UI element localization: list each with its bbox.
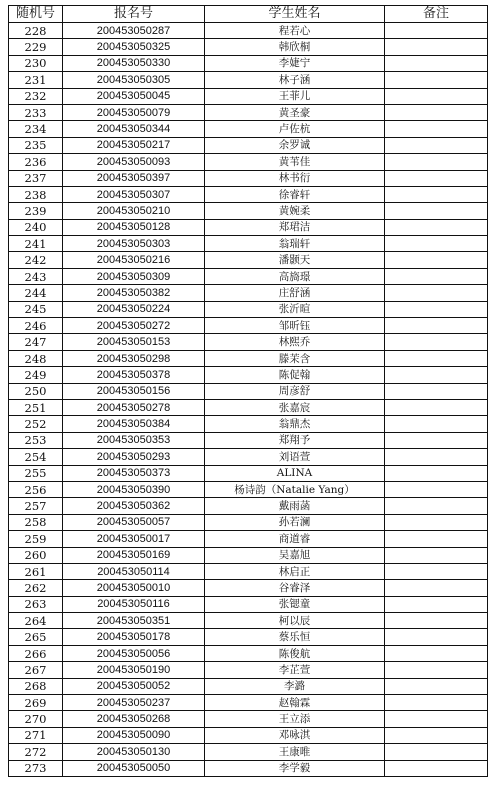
reg-no-cell: 200453050130 <box>63 744 205 760</box>
student-name-cell: 孙若澜 <box>205 514 385 530</box>
table-row <box>9 678 488 694</box>
note-cell <box>385 318 488 334</box>
student-name-cell: ALINA <box>205 465 385 481</box>
student-name-cell: 李学毅 <box>205 760 385 776</box>
table-row <box>9 662 488 678</box>
random-no-cell: 235 <box>9 137 63 153</box>
note-cell <box>385 88 488 104</box>
reg-no-cell: 200453050128 <box>63 219 205 235</box>
table-row <box>9 596 488 612</box>
student-name-cell: 蔡乐恒 <box>205 629 385 645</box>
table-row <box>9 629 488 645</box>
reg-no-cell: 200453050305 <box>63 72 205 88</box>
note-cell <box>385 154 488 170</box>
note-cell <box>385 432 488 448</box>
table-row <box>9 350 488 366</box>
reg-no-cell: 200453050378 <box>63 367 205 383</box>
student-name-cell: 翁鼎杰 <box>205 416 385 432</box>
note-cell <box>385 203 488 219</box>
student-name-cell: 滕茉含 <box>205 350 385 366</box>
note-cell <box>385 662 488 678</box>
table-row <box>9 170 488 186</box>
note-cell <box>385 301 488 317</box>
table-row <box>9 498 488 514</box>
note-cell <box>385 186 488 202</box>
note-cell <box>385 399 488 415</box>
table-row <box>9 727 488 743</box>
random-no-cell: 233 <box>9 104 63 120</box>
student-name-cell: 黄苇佳 <box>205 154 385 170</box>
note-cell <box>385 39 488 55</box>
student-name-cell: 余罗诚 <box>205 137 385 153</box>
table-row <box>9 219 488 235</box>
student-name-cell: 陈促翰 <box>205 367 385 383</box>
table-row <box>9 695 488 711</box>
random-no-cell: 238 <box>9 186 63 202</box>
random-no-cell: 252 <box>9 416 63 432</box>
header-student-name: 学生姓名 <box>205 6 385 23</box>
note-cell <box>385 514 488 530</box>
random-no-cell: 257 <box>9 498 63 514</box>
random-no-cell: 253 <box>9 432 63 448</box>
table-row <box>9 334 488 350</box>
reg-no-cell: 200453050351 <box>63 613 205 629</box>
reg-no-cell: 200453050050 <box>63 760 205 776</box>
student-name-cell: 潘颢天 <box>205 252 385 268</box>
student-name-cell: 黄圣豪 <box>205 104 385 120</box>
random-no-cell: 240 <box>9 219 63 235</box>
table-row <box>9 531 488 547</box>
header-reg-no: 报名号 <box>63 6 205 23</box>
student-name-cell: 柯以辰 <box>205 613 385 629</box>
reg-no-cell: 200453050237 <box>63 695 205 711</box>
note-cell <box>385 580 488 596</box>
student-name-cell: 林熙乔 <box>205 334 385 350</box>
table-body <box>9 23 488 777</box>
random-no-cell: 243 <box>9 268 63 284</box>
note-cell <box>385 498 488 514</box>
student-name-cell: 李婕宁 <box>205 55 385 71</box>
random-no-cell: 271 <box>9 727 63 743</box>
note-cell <box>385 383 488 399</box>
table-row <box>9 367 488 383</box>
table-row <box>9 383 488 399</box>
note-cell <box>385 629 488 645</box>
note-cell <box>385 236 488 252</box>
note-cell <box>385 367 488 383</box>
random-no-cell: 259 <box>9 531 63 547</box>
reg-no-cell: 200453050178 <box>63 629 205 645</box>
reg-no-cell: 200453050325 <box>63 39 205 55</box>
student-name-cell: 李潞 <box>205 678 385 694</box>
random-no-cell: 241 <box>9 236 63 252</box>
reg-no-cell: 200453050216 <box>63 252 205 268</box>
table-row <box>9 399 488 415</box>
note-cell <box>385 334 488 350</box>
random-no-cell: 228 <box>9 23 63 39</box>
reg-no-cell: 200453050344 <box>63 121 205 137</box>
student-name-cell: 庄舒涵 <box>205 285 385 301</box>
student-name-cell: 王立添 <box>205 711 385 727</box>
random-no-cell: 260 <box>9 547 63 563</box>
student-name-cell: 谷睿泽 <box>205 580 385 596</box>
student-name-cell: 刘语萱 <box>205 449 385 465</box>
random-no-cell: 263 <box>9 596 63 612</box>
random-no-cell: 237 <box>9 170 63 186</box>
random-no-cell: 250 <box>9 383 63 399</box>
reg-no-cell: 200453050293 <box>63 449 205 465</box>
reg-no-cell: 200453050217 <box>63 137 205 153</box>
table-row <box>9 203 488 219</box>
student-name-cell: 林子涵 <box>205 72 385 88</box>
table-row <box>9 23 488 39</box>
reg-no-cell: 200453050287 <box>63 23 205 39</box>
reg-no-cell: 200453050390 <box>63 481 205 497</box>
table-row <box>9 465 488 481</box>
table-row <box>9 285 488 301</box>
random-no-cell: 242 <box>9 252 63 268</box>
random-no-cell: 270 <box>9 711 63 727</box>
student-name-cell: 李芷萱 <box>205 662 385 678</box>
reg-no-cell: 200453050210 <box>63 203 205 219</box>
random-no-cell: 236 <box>9 154 63 170</box>
random-no-cell: 266 <box>9 645 63 661</box>
student-name-cell: 林书衍 <box>205 170 385 186</box>
note-cell <box>385 481 488 497</box>
note-cell <box>385 55 488 71</box>
note-cell <box>385 465 488 481</box>
note-cell <box>385 104 488 120</box>
note-cell <box>385 268 488 284</box>
random-no-cell: 239 <box>9 203 63 219</box>
table-row <box>9 711 488 727</box>
student-name-cell: 张沂暄 <box>205 301 385 317</box>
note-cell <box>385 711 488 727</box>
table-row <box>9 318 488 334</box>
random-no-cell: 264 <box>9 613 63 629</box>
random-no-cell: 256 <box>9 481 63 497</box>
student-name-cell: 杨诗韵（Natalie Yang） <box>205 481 385 497</box>
note-cell <box>385 23 488 39</box>
reg-no-cell: 200453050190 <box>63 662 205 678</box>
random-no-cell: 249 <box>9 367 63 383</box>
random-no-cell: 255 <box>9 465 63 481</box>
table-row <box>9 121 488 137</box>
header-note: 备注 <box>385 6 488 23</box>
random-no-cell: 244 <box>9 285 63 301</box>
student-name-cell: 周彦舒 <box>205 383 385 399</box>
table-row <box>9 645 488 661</box>
student-name-cell: 黄婉柔 <box>205 203 385 219</box>
reg-no-cell: 200453050384 <box>63 416 205 432</box>
student-name-cell: 高旖璟 <box>205 268 385 284</box>
table-row <box>9 137 488 153</box>
reg-no-cell: 200453050056 <box>63 645 205 661</box>
note-cell <box>385 744 488 760</box>
reg-no-cell: 200453050353 <box>63 432 205 448</box>
note-cell <box>385 727 488 743</box>
roster-table <box>8 5 488 777</box>
note-cell <box>385 645 488 661</box>
note-cell <box>385 137 488 153</box>
random-no-cell: 251 <box>9 399 63 415</box>
header-row <box>9 6 488 23</box>
note-cell <box>385 121 488 137</box>
reg-no-cell: 200453050079 <box>63 104 205 120</box>
note-cell <box>385 613 488 629</box>
student-name-cell: 翁瑞轩 <box>205 236 385 252</box>
random-no-cell: 248 <box>9 350 63 366</box>
student-name-cell: 戴雨菡 <box>205 498 385 514</box>
table-row <box>9 104 488 120</box>
note-cell <box>385 695 488 711</box>
student-name-cell: 郑珺洁 <box>205 219 385 235</box>
note-cell <box>385 416 488 432</box>
random-no-cell: 268 <box>9 678 63 694</box>
note-cell <box>385 72 488 88</box>
random-no-cell: 245 <box>9 301 63 317</box>
note-cell <box>385 547 488 563</box>
note-cell <box>385 170 488 186</box>
student-name-cell: 卢佐杭 <box>205 121 385 137</box>
table-row <box>9 252 488 268</box>
student-name-cell: 王康唯 <box>205 744 385 760</box>
student-name-cell: 吴嘉旭 <box>205 547 385 563</box>
reg-no-cell: 200453050116 <box>63 596 205 612</box>
student-name-cell: 程若心 <box>205 23 385 39</box>
table-row <box>9 154 488 170</box>
random-no-cell: 265 <box>9 629 63 645</box>
note-cell <box>385 252 488 268</box>
reg-no-cell: 200453050307 <box>63 186 205 202</box>
student-name-cell: 郑翔予 <box>205 432 385 448</box>
random-no-cell: 262 <box>9 580 63 596</box>
reg-no-cell: 200453050052 <box>63 678 205 694</box>
reg-no-cell: 200453050114 <box>63 563 205 579</box>
reg-no-cell: 200453050278 <box>63 399 205 415</box>
table-row <box>9 39 488 55</box>
table-row <box>9 416 488 432</box>
reg-no-cell: 200453050272 <box>63 318 205 334</box>
table-row <box>9 186 488 202</box>
table-row <box>9 88 488 104</box>
random-no-cell: 230 <box>9 55 63 71</box>
random-no-cell: 267 <box>9 662 63 678</box>
student-name-cell: 张锶童 <box>205 596 385 612</box>
note-cell <box>385 219 488 235</box>
reg-no-cell: 200453050309 <box>63 268 205 284</box>
random-no-cell: 234 <box>9 121 63 137</box>
random-no-cell: 246 <box>9 318 63 334</box>
table-header <box>9 6 488 23</box>
random-no-cell: 258 <box>9 514 63 530</box>
table-row <box>9 744 488 760</box>
random-no-cell: 232 <box>9 88 63 104</box>
reg-no-cell: 200453050010 <box>63 580 205 596</box>
random-no-cell: 247 <box>9 334 63 350</box>
reg-no-cell: 200453050268 <box>63 711 205 727</box>
student-name-cell: 徐睿轩 <box>205 186 385 202</box>
header-random-no: 随机号 <box>9 6 63 23</box>
random-no-cell: 269 <box>9 695 63 711</box>
note-cell <box>385 449 488 465</box>
note-cell <box>385 678 488 694</box>
table-row <box>9 301 488 317</box>
note-cell <box>385 563 488 579</box>
random-no-cell: 254 <box>9 449 63 465</box>
reg-no-cell: 200453050397 <box>63 170 205 186</box>
student-name-cell: 王菲儿 <box>205 88 385 104</box>
reg-no-cell: 200453050382 <box>63 285 205 301</box>
student-name-cell: 赵翰霖 <box>205 695 385 711</box>
note-cell <box>385 760 488 776</box>
reg-no-cell: 200453050045 <box>63 88 205 104</box>
table-row <box>9 268 488 284</box>
student-name-cell: 张嘉宸 <box>205 399 385 415</box>
student-name-cell: 林启正 <box>205 563 385 579</box>
reg-no-cell: 200453050156 <box>63 383 205 399</box>
table-row <box>9 432 488 448</box>
table-row <box>9 481 488 497</box>
random-no-cell: 261 <box>9 563 63 579</box>
reg-no-cell: 200453050373 <box>63 465 205 481</box>
table-row <box>9 547 488 563</box>
reg-no-cell: 200453050169 <box>63 547 205 563</box>
table-row <box>9 613 488 629</box>
reg-no-cell: 200453050330 <box>63 55 205 71</box>
table-row <box>9 55 488 71</box>
random-no-cell: 229 <box>9 39 63 55</box>
student-name-cell: 邹昕钰 <box>205 318 385 334</box>
random-no-cell: 273 <box>9 760 63 776</box>
student-name-cell: 陈俊航 <box>205 645 385 661</box>
table-row <box>9 580 488 596</box>
table-row <box>9 760 488 776</box>
student-name-cell: 韩欣桐 <box>205 39 385 55</box>
reg-no-cell: 200453050224 <box>63 301 205 317</box>
table-row <box>9 236 488 252</box>
student-name-cell: 商道睿 <box>205 531 385 547</box>
reg-no-cell: 200453050057 <box>63 514 205 530</box>
reg-no-cell: 200453050153 <box>63 334 205 350</box>
table-row <box>9 563 488 579</box>
student-name-cell: 邓咏淇 <box>205 727 385 743</box>
note-cell <box>385 285 488 301</box>
table-row <box>9 514 488 530</box>
note-cell <box>385 531 488 547</box>
reg-no-cell: 200453050298 <box>63 350 205 366</box>
reg-no-cell: 200453050362 <box>63 498 205 514</box>
table-row <box>9 449 488 465</box>
random-no-cell: 231 <box>9 72 63 88</box>
note-cell <box>385 596 488 612</box>
roster-sheet <box>8 5 487 777</box>
reg-no-cell: 200453050017 <box>63 531 205 547</box>
reg-no-cell: 200453050090 <box>63 727 205 743</box>
reg-no-cell: 200453050093 <box>63 154 205 170</box>
reg-no-cell: 200453050303 <box>63 236 205 252</box>
note-cell <box>385 350 488 366</box>
random-no-cell: 272 <box>9 744 63 760</box>
table-row <box>9 72 488 88</box>
